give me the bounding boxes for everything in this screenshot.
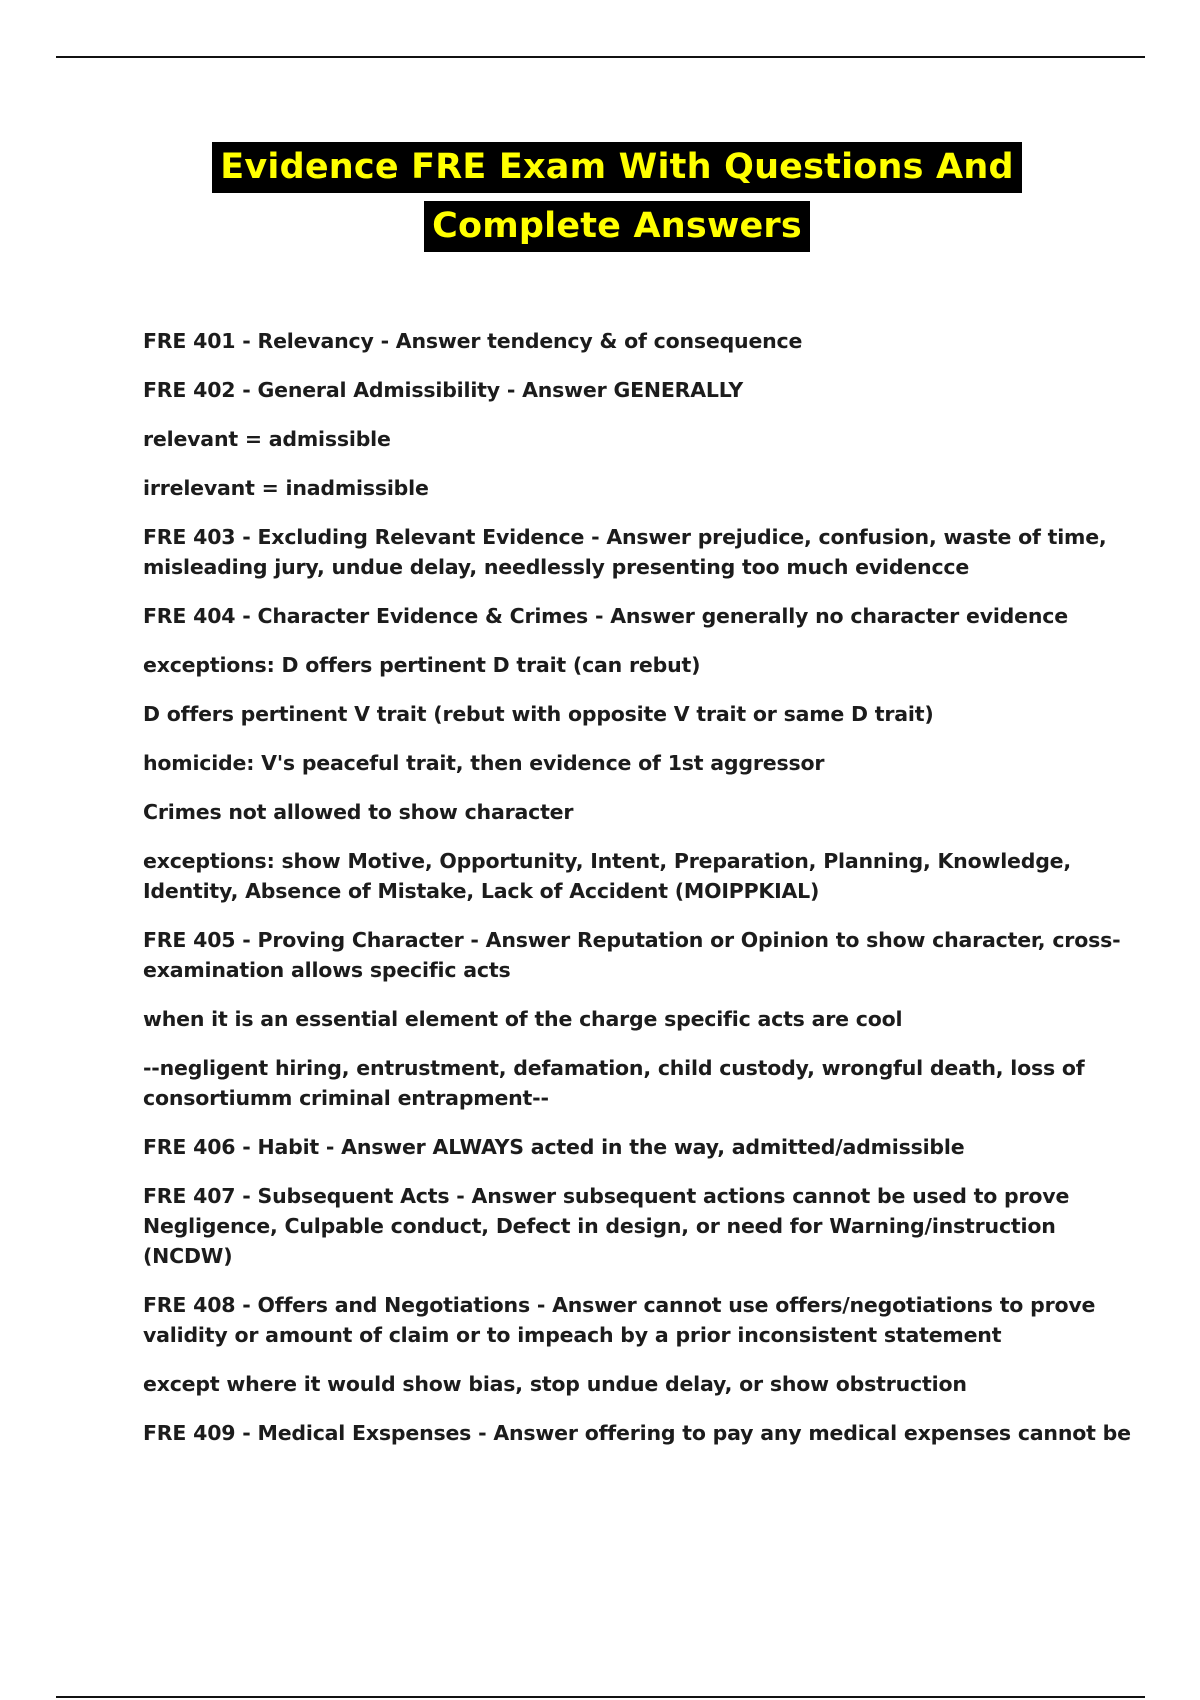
paragraph: FRE 407 - Subsequent Acts - Answer subsequent actions cannot be used to prove Negligence, Culpable conduct, Defect in design, or need for Warning/instruction (NCDW) bbox=[143, 1184, 1070, 1268]
paragraph: Crimes not allowed to show character bbox=[143, 800, 574, 824]
paragraph: homicide: V's peaceful trait, then evidence of 1st aggressor bbox=[143, 751, 825, 775]
paragraph: FRE 409 - Medical Exspenses - Answer offering to pay any medical expenses cannot be bbox=[143, 1421, 1131, 1445]
paragraph: FRE 403 - Excluding Relevant Evidence - Answer prejudice, confusion, waste of time, misleading jury, undue delay, needlessly presenting too much evidencce bbox=[143, 525, 1107, 579]
paragraph: D offers pertinent V trait (rebut with opposite V trait or same D trait) bbox=[143, 702, 934, 726]
paragraph: relevant = admissible bbox=[143, 427, 391, 451]
paragraph: FRE 404 - Character Evidence & Crimes - Answer generally no character evidence bbox=[143, 604, 1068, 628]
bottom-rule bbox=[56, 1696, 1145, 1698]
paragraph: FRE 408 - Offers and Negotiations - Answer cannot use offers/negotiations to prove validity or amount of claim or to impeach by a prior inconsistent statement bbox=[143, 1293, 1096, 1347]
paragraph: --negligent hiring, entrustment, defamation, child custody, wrongful death, loss of consortiumm criminal entrapment-- bbox=[143, 1056, 1085, 1110]
title-line-2: Complete Answers bbox=[424, 201, 810, 252]
title-line-1: Evidence FRE Exam With Questions And bbox=[212, 142, 1021, 193]
paragraph: exceptions: show Motive, Opportunity, Intent, Preparation, Planning, Knowledge, Identity, Absence of Mistake, Lack of Accident (MOIPPKIAL) bbox=[143, 849, 1071, 903]
paragraph: irrelevant = inadmissible bbox=[143, 476, 429, 500]
paragraph: FRE 401 - Relevancy - Answer tendency & of consequence bbox=[143, 329, 803, 353]
document-title bbox=[0, 142, 1200, 252]
top-rule bbox=[56, 56, 1145, 58]
paragraph: except where it would show bias, stop undue delay, or show obstruction bbox=[143, 1372, 967, 1396]
paragraph: FRE 402 - General Admissibility - Answer GENERALLY bbox=[143, 378, 744, 402]
paragraph: exceptions: D offers pertinent D trait (can rebut) bbox=[143, 653, 701, 677]
document-body bbox=[143, 326, 1143, 1467]
paragraph: when it is an essential element of the charge specific acts are cool bbox=[143, 1007, 903, 1031]
paragraph: FRE 405 - Proving Character - Answer Reputation or Opinion to show character, cross-examination allows specific acts bbox=[143, 928, 1121, 982]
paragraph: FRE 406 - Habit - Answer ALWAYS acted in the way, admitted/admissible bbox=[143, 1135, 965, 1159]
